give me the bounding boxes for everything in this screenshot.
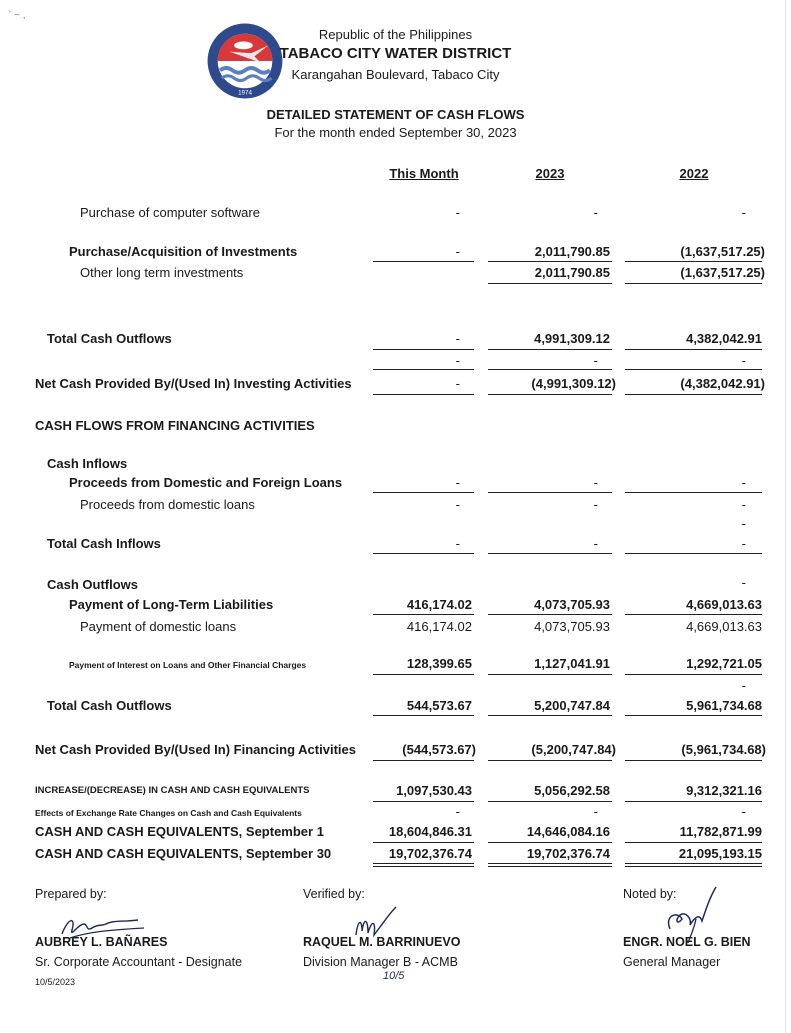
underline <box>625 492 762 493</box>
row-label: Payment of Long-Term Liabilities <box>69 597 274 612</box>
cell-2022: - <box>741 353 746 368</box>
row-label: Effects of Exchange Rate Changes on Cash and Cash Equivalents <box>35 808 302 818</box>
underline <box>625 369 762 370</box>
noted-by-label: Noted by: <box>623 887 677 901</box>
cell-2023: - <box>593 536 598 551</box>
underline <box>488 261 612 262</box>
underline <box>373 760 474 761</box>
row-label: Purchase/Acquisition of Investments <box>69 244 298 259</box>
underline <box>488 614 612 615</box>
prepared-by-title: Sr. Corporate Accountant - Designate <box>35 955 243 969</box>
cell-2022: - <box>741 536 746 551</box>
verified-by-name: RAQUEL M. BARRINUEVO <box>303 935 461 949</box>
underline <box>625 715 762 716</box>
cell-2022: - <box>741 678 746 693</box>
cell-2022: - <box>741 475 746 490</box>
cell-2023: - <box>593 804 598 819</box>
prepared-by-label: Prepared by: <box>35 887 107 901</box>
underline <box>488 492 612 493</box>
row-label: Net Cash Provided By/(Used In) Investing Activities <box>35 376 352 391</box>
cell-2023: 4,991,309.12 <box>534 331 610 346</box>
underline <box>488 283 612 284</box>
cell-2022: 4,669,013.63 <box>686 597 762 612</box>
underline <box>488 801 612 802</box>
district-name: TABACO CITY WATER DISTRICT <box>279 45 512 62</box>
cell-2022: 9,312,321.16 <box>686 783 762 798</box>
cell-2023: 5,200,747.84 <box>534 698 610 713</box>
row-label: Total Cash Inflows <box>47 536 161 551</box>
underline <box>373 349 474 350</box>
scan-mark: ` ~ , <box>8 10 26 21</box>
underline <box>373 674 474 675</box>
cell-this-month: - <box>455 536 460 551</box>
cell-this-month: - <box>455 353 460 368</box>
cell-this-month: - <box>455 205 460 220</box>
noted-by-title: General Manager <box>623 955 721 969</box>
col-this-month: This Month <box>389 166 459 181</box>
cell-2023: 19,702,376.74 <box>526 846 610 861</box>
cell-2023: - <box>593 475 598 490</box>
row-label: Payment of Interest on Loans and Other Financial Charges <box>69 660 307 670</box>
seal-year: 1974 <box>238 89 252 97</box>
row-label: Total Cash Outflows <box>47 331 172 346</box>
cell-this-month: 18,604,846.31 <box>388 824 472 839</box>
cell-2023: - <box>593 497 598 512</box>
cell-2022: - <box>741 575 746 590</box>
cell-2023: 1,127,041.91 <box>534 656 610 671</box>
cell-2022: 5,961,734.68 <box>686 698 762 713</box>
row-label: Cash Inflows <box>47 456 128 471</box>
underline <box>373 801 474 802</box>
cell-this-month: (544,573.67) <box>402 742 476 757</box>
cell-2023: 4,073,705.93 <box>534 597 610 612</box>
cell-2023: (4,991,309.12) <box>531 376 616 391</box>
cell-2022: - <box>741 205 746 220</box>
prepared-by-name: AUBREY L. BAÑARES <box>35 935 168 949</box>
cell-2022: 11,782,871.99 <box>679 824 762 839</box>
cell-this-month: 1,097,530.43 <box>396 783 472 798</box>
underline <box>488 760 612 761</box>
underline <box>488 369 612 370</box>
double-underline <box>488 863 612 867</box>
underline <box>625 553 762 554</box>
noted-by-signature-icon <box>660 885 720 945</box>
cell-2023: 2,011,790.85 <box>534 244 610 259</box>
underline <box>625 842 762 843</box>
underline <box>625 760 762 761</box>
underline <box>488 715 612 716</box>
cell-2023: 5,056,292.58 <box>534 783 610 798</box>
cell-this-month: - <box>455 376 460 391</box>
cell-2022: - <box>741 497 746 512</box>
cell-this-month: 19,702,376.74 <box>388 846 472 861</box>
underline <box>488 394 612 395</box>
cell-2022: 21,095,193.15 <box>678 846 762 861</box>
row-label: Purchase of computer software <box>80 205 260 220</box>
underline <box>625 674 762 675</box>
district-address: Karangahan Boulevard, Tabaco City <box>291 67 500 82</box>
cell-2022: 1,292,721.05 <box>686 656 762 671</box>
underline <box>488 674 612 675</box>
underline <box>373 394 474 395</box>
underline <box>488 349 612 350</box>
cell-this-month: - <box>455 244 460 259</box>
row-label: CASH AND CASH EQUIVALENTS, September 1 <box>35 824 324 839</box>
prepared-by-date: 10/5/2023 <box>35 977 76 987</box>
underline <box>373 369 474 370</box>
statement-period: For the month ended September 30, 2023 <box>274 125 517 140</box>
scan-edge <box>785 0 786 1033</box>
verified-by-label: Verified by: <box>303 887 365 901</box>
underline <box>625 394 762 395</box>
row-label: Payment of domestic loans <box>80 619 237 634</box>
cell-2022: 4,382,042.91 <box>686 331 762 346</box>
underline <box>625 614 762 615</box>
cell-this-month: 416,174.02 <box>406 619 472 634</box>
underline <box>488 842 612 843</box>
cell-2022: (5,961,734.68) <box>681 742 766 757</box>
row-label: Total Cash Outflows <box>47 698 172 713</box>
underline <box>373 614 474 615</box>
cell-this-month: - <box>455 497 460 512</box>
row-label: Proceeds from Domestic and Foreign Loans <box>69 475 343 490</box>
col-2023: 2023 <box>535 166 565 181</box>
double-underline <box>373 863 474 867</box>
underline <box>373 492 474 493</box>
prepared-by-signature-icon <box>58 910 148 942</box>
row-label: CASH AND CASH EQUIVALENTS, September 30 <box>35 846 332 861</box>
row-label: Other long term investments <box>80 265 244 280</box>
row-label: Proceeds from domestic loans <box>80 497 255 512</box>
underline <box>373 715 474 716</box>
cell-2023: 4,073,705.93 <box>534 619 610 634</box>
cell-2023: 14,646,084.16 <box>526 824 610 839</box>
cell-this-month: 128,399.65 <box>406 656 472 671</box>
underline <box>373 553 474 554</box>
verified-by-signature-icon <box>352 905 402 945</box>
cell-this-month: - <box>455 804 460 819</box>
row-label: Net Cash Provided By/(Used In) Financing Activities <box>35 742 356 757</box>
cell-2023: - <box>593 205 598 220</box>
cell-this-month: - <box>455 331 460 346</box>
cell-2022: (1,637,517.25) <box>680 244 765 259</box>
cell-this-month: 544,573.67 <box>406 698 472 713</box>
row-label: INCREASE/(DECREASE) IN CASH AND CASH EQUIVALENTS <box>35 785 310 796</box>
underline <box>625 801 762 802</box>
cell-2022: - <box>741 516 746 531</box>
row-label: Cash Outflows <box>47 577 139 592</box>
verified-by-date: 10/5 <box>383 970 405 982</box>
verified-by-title: Division Manager B - ACMB <box>303 955 458 969</box>
noted-by-name: ENGR. NOEL G. BIEN <box>623 935 751 949</box>
cell-2023: 2,011,790.85 <box>534 265 610 280</box>
underline <box>373 842 474 843</box>
cell-this-month: - <box>455 475 460 490</box>
underline <box>625 349 762 350</box>
cell-2023: - <box>593 353 598 368</box>
cell-2022: (4,382,042.91) <box>680 376 765 391</box>
cell-2022: - <box>741 804 746 819</box>
section-heading: CASH FLOWS FROM FINANCING ACTIVITIES <box>35 418 315 433</box>
republic-line: Republic of the Philippines <box>318 27 473 42</box>
cell-2023: (5,200,747.84) <box>531 742 616 757</box>
cell-2022: 4,669,013.63 <box>686 619 762 634</box>
double-underline <box>625 863 762 867</box>
underline <box>625 283 762 284</box>
cell-2022: (1,637,517.25) <box>680 265 765 280</box>
underline <box>373 261 474 262</box>
statement-title: DETAILED STATEMENT OF CASH FLOWS <box>266 107 525 122</box>
cell-this-month: 416,174.02 <box>406 597 472 612</box>
underline <box>625 261 762 262</box>
underline <box>488 553 612 554</box>
col-2022: 2022 <box>679 166 709 181</box>
